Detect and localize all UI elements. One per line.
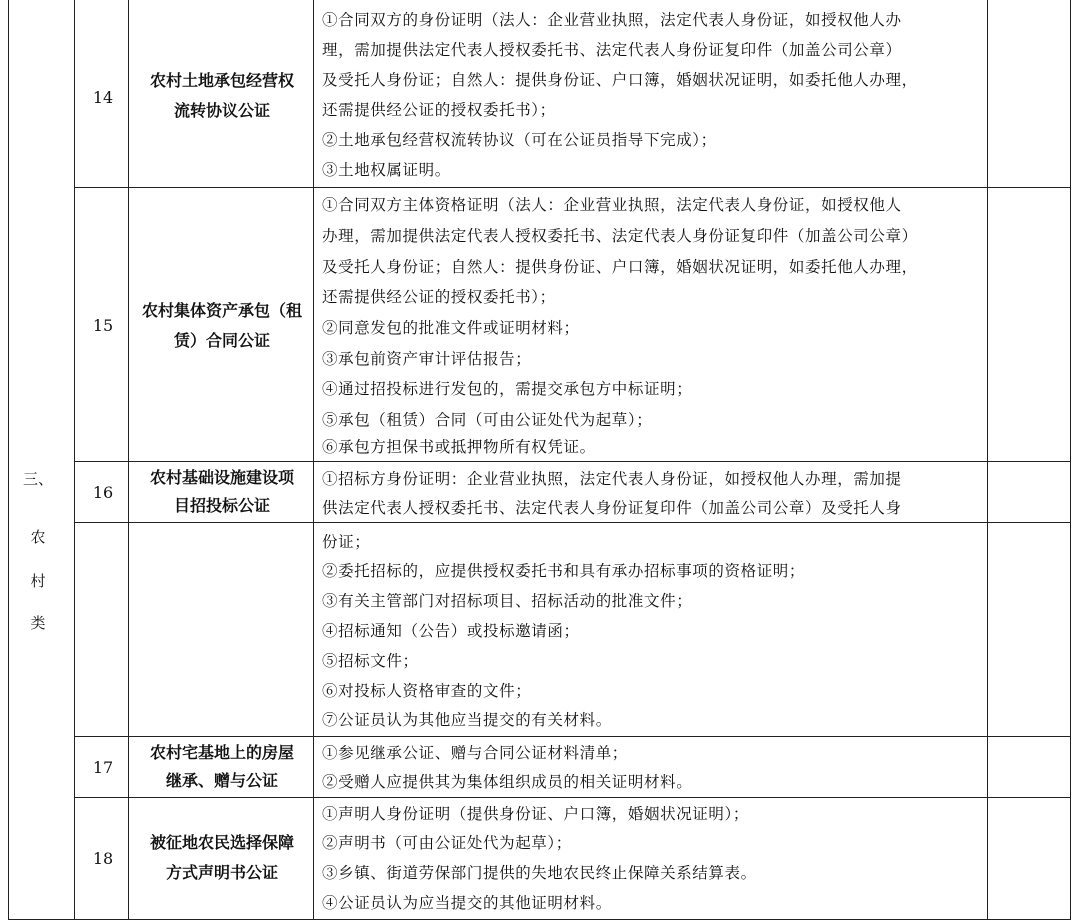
requirement-line: ②受赠人应提供其为集体组织成员的相关证明材料。 — [322, 773, 693, 791]
requirement-line: ③土地权属证明。 — [322, 161, 451, 179]
item-name-line: 农村宅基地上的房屋 — [149, 743, 294, 762]
requirement-line: ⑦公证员认为其他应当提交的有关材料。 — [322, 711, 612, 729]
item-name-line: 方式声明书公证 — [165, 863, 278, 882]
requirement-line: ①声明人身份证明（提供身份证、户口簿，婚姻状况证明）； — [322, 805, 749, 823]
item-name-line: 赁）合同公证 — [173, 331, 270, 350]
item-name-line: 目招投标公证 — [173, 496, 270, 515]
column-divider-number — [128, 0, 129, 919]
column-divider-name — [313, 0, 314, 919]
row-number: 15 — [92, 316, 114, 335]
category-label-2: 农 — [30, 528, 46, 546]
requirement-line: 还需提供经公证的授权委托书）； — [322, 288, 556, 306]
requirement-line: ②委托招标的，应提供授权委托书和具有承办招标事项的资格证明； — [322, 562, 806, 580]
requirement-line: ②同意发包的批准文件或证明材料； — [322, 319, 580, 337]
requirement-line: ④招标通知（公告）或投标邀请函； — [322, 622, 580, 640]
item-name-line: 被征地农民选择保障 — [149, 833, 294, 852]
requirement-line: ⑥对投标人资格审查的文件； — [322, 682, 532, 700]
requirement-line: ①合同双方的身份证明（法人：企业营业执照，法定代表人身份证，如授权他人办 — [322, 11, 902, 29]
requirement-line: ①招标方身份证明：企业营业执照，法定代表人身份证，如授权他人办理，需加提 — [322, 470, 902, 488]
row-number: 16 — [92, 483, 114, 502]
table-border-right — [1070, 0, 1071, 919]
row-divider — [74, 522, 1071, 523]
requirement-line: ⑤招标文件； — [322, 652, 419, 670]
requirement-line: 份证； — [322, 533, 371, 551]
requirement-line: 办理，需加提供法定代表人授权委托书、法定代表人身份证复印件（加盖公司公章） — [322, 227, 918, 245]
item-name-line: 继承、赠与公证 — [165, 771, 278, 790]
row-divider — [74, 736, 1071, 737]
row-number: 18 — [92, 849, 114, 868]
row-divider — [74, 797, 1071, 798]
requirement-line: ⑥承包方担保书或抵押物所有权凭证。 — [322, 438, 596, 456]
item-name-line: 流转协议公证 — [173, 101, 270, 120]
item-name-line: 农村基础设施建设项 — [149, 468, 294, 487]
requirement-line: ①参见继承公证、赠与合同公证材料清单； — [322, 744, 628, 762]
requirement-line: 及受托人身份证；自然人：提供身份证、户口簿，婚姻状况证明，如委托他人办理， — [322, 71, 918, 89]
row-divider — [74, 187, 1071, 188]
category-label-1: 三、 — [22, 470, 53, 488]
table-border-bottom — [8, 919, 1071, 920]
requirement-line: 还需提供经公证的授权委托书）； — [322, 101, 556, 119]
table-border-left — [8, 0, 9, 919]
row-number: 17 — [92, 758, 114, 777]
column-divider-requirements — [987, 0, 988, 919]
category-label-3: 村 — [30, 572, 46, 590]
requirement-line: 供法定代表人授权委托书、法定代表人身份证复印件（加盖公司公章）及受托人身 — [322, 499, 902, 517]
requirement-line: ②土地承包经营权流转协议（可在公证员指导下完成）； — [322, 131, 717, 149]
requirement-line: ⑤承包（租赁）合同（可由公证处代为起草）； — [322, 411, 653, 429]
item-name-line: 农村土地承包经营权 — [149, 71, 294, 90]
requirement-line: ④通过招投标进行发包的，需提交承包方中标证明； — [322, 380, 693, 398]
category-label-4: 类 — [30, 614, 46, 632]
row-number: 14 — [92, 88, 114, 107]
requirement-line: 及受托人身份证；自然人：提供身份证、户口簿，婚姻状况证明，如委托他人办理， — [322, 258, 918, 276]
requirement-line: ②声明书（可由公证处代为起草）； — [322, 834, 572, 852]
item-name-line: 农村集体资产承包（租 — [141, 301, 302, 320]
requirement-line: ③有关主管部门对招标项目、招标活动的批准文件； — [322, 592, 693, 610]
requirement-line: ④公证员认为应当提交的其他证明材料。 — [322, 894, 612, 912]
requirement-line: ③承包前资产审计评估报告； — [322, 350, 532, 368]
requirement-line: 理，需加提供法定代表人授权委托书、法定代表人身份证复印件（加盖公司公章） — [322, 41, 902, 59]
requirement-line: ①合同双方主体资格证明（法人：企业营业执照，法定代表人身份证，如授权他人 — [322, 196, 902, 214]
requirement-line: ③乡镇、街道劳保部门提供的失地农民终止保障关系结算表。 — [322, 864, 757, 882]
row-divider — [74, 461, 1071, 462]
column-divider-category — [74, 0, 75, 919]
